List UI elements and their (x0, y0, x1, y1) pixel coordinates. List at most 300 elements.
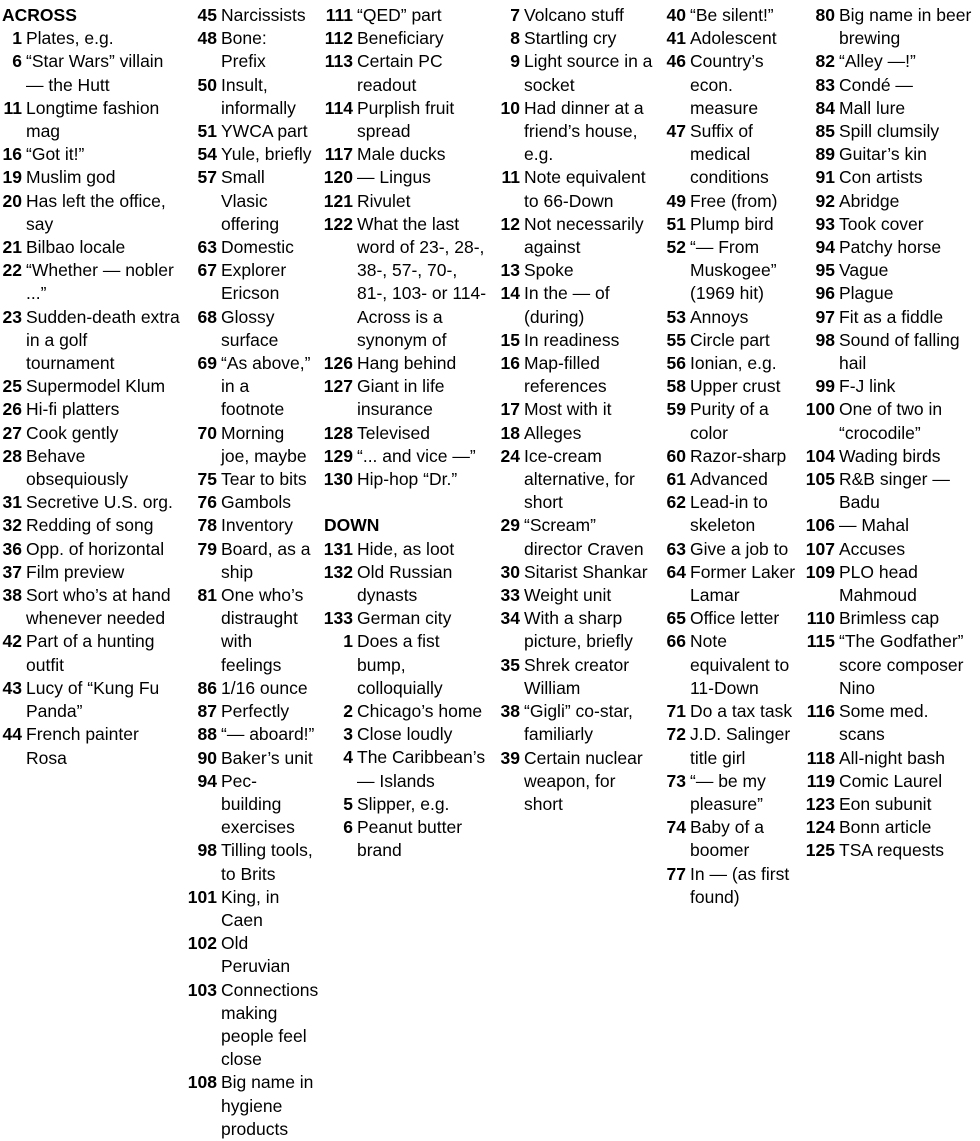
clue-item (186, 747, 316, 770)
clue-text: J.D. Salinger title girl (690, 724, 791, 768)
clue-number: 77 (666, 863, 686, 884)
section-heading: DOWN (324, 515, 380, 536)
clue-number: 102 (187, 933, 217, 954)
clue-item (322, 4, 492, 27)
clue-number: 61 (666, 469, 686, 490)
clue-text: Televised (357, 422, 430, 443)
clue-text: Upper crust (690, 376, 781, 397)
clue-column (498, 4, 664, 816)
clue-text: “Star Wars” villain — the Hutt (26, 51, 164, 95)
clue-text: “Scream” director Craven (524, 515, 644, 559)
clue-item (498, 352, 658, 398)
clue-text: R&B singer — Badu (839, 469, 950, 513)
clue-item (322, 816, 492, 862)
clue-text: Sudden-death extra in a golf tournament (26, 306, 180, 374)
clue-item (186, 352, 316, 422)
clue-item (498, 329, 658, 352)
clue-text: Shrek creator William (524, 654, 630, 698)
clue-number: 52 (666, 237, 686, 258)
clue-text: Part of a hunting outfit (26, 631, 155, 675)
clue-item (186, 422, 316, 468)
clue-number: 112 (324, 28, 353, 49)
clue-number: 56 (666, 353, 686, 374)
clue-number: 26 (2, 399, 22, 420)
clue-number: 95 (815, 260, 835, 281)
clue-number: 128 (323, 422, 353, 443)
clue-number: 51 (197, 121, 217, 142)
clue-text: Redding of song (26, 515, 154, 536)
clue-number: 108 (187, 1072, 217, 1093)
clue-item (664, 723, 798, 769)
clue-number: 111 (325, 5, 353, 25)
clue-number: 31 (2, 492, 22, 513)
clue-number: 110 (806, 608, 835, 629)
clue-item (322, 561, 492, 607)
clue-text: Office letter (690, 608, 780, 629)
clue-item (804, 236, 974, 259)
clue-number: 50 (197, 74, 217, 95)
clue-number: 49 (666, 190, 686, 211)
clue-item (498, 654, 658, 700)
clue-item (498, 514, 658, 560)
clue-text: Purity of a color (690, 399, 769, 443)
clue-item (804, 793, 974, 816)
clue-number: 74 (666, 817, 686, 838)
clue-text: Peanut butter brand (357, 817, 463, 861)
clue-number: 30 (500, 561, 520, 582)
clue-text: “Alley —!” (839, 51, 916, 72)
clue-item (804, 74, 974, 97)
clue-item (186, 120, 316, 143)
clue-number: 3 (343, 724, 353, 745)
clue-number: 79 (197, 538, 217, 559)
clue-item (0, 422, 180, 445)
clue-text: Abridge (839, 190, 900, 211)
clue-text: “— From Muskogee” (1969 hit) (690, 237, 777, 304)
clue-number: 37 (2, 561, 22, 582)
clue-item (186, 468, 316, 491)
clue-number: 122 (323, 213, 353, 234)
clue-text: French painter Rosa (26, 724, 139, 768)
clue-text: TSA requests (839, 840, 945, 861)
clue-number: 94 (815, 237, 835, 258)
clue-number: 126 (323, 353, 353, 374)
clue-text: Lead-in to skeleton (690, 492, 768, 536)
clue-number: 125 (805, 840, 835, 861)
clue-text: Former Laker Lamar (690, 561, 796, 606)
clue-item (186, 723, 316, 746)
clue-number: 10 (500, 97, 520, 118)
clue-number: 67 (197, 260, 217, 281)
clue-item (804, 259, 974, 282)
clue-item (664, 491, 798, 537)
clue-text: Big name in hygiene products (221, 1072, 314, 1139)
clue-item (498, 50, 658, 96)
clue-number: 124 (805, 817, 835, 838)
clue-item (186, 700, 316, 723)
clue-number: 123 (805, 793, 835, 814)
clue-item (498, 584, 658, 607)
clue-text: Con artists (839, 167, 923, 188)
clue-item (0, 677, 180, 723)
clue-text: Old Peruvian (221, 933, 291, 977)
clue-item (664, 538, 798, 561)
clue-item (498, 259, 658, 282)
clue-number: 117 (324, 144, 353, 165)
clue-text: Vague (839, 260, 889, 281)
clue-number: 63 (197, 237, 217, 258)
clue-text: Pec-building exercises (221, 770, 295, 838)
clue-number: 13 (500, 260, 520, 281)
clue-text: Startling cry (524, 28, 617, 49)
clue-item (0, 514, 180, 537)
clue-text: Domestic (221, 237, 294, 258)
clue-number: 83 (815, 74, 835, 95)
clue-item (664, 700, 798, 723)
clue-text: 1/16 ounce (221, 677, 308, 698)
clue-item (322, 190, 492, 213)
clue-number: 119 (806, 770, 835, 791)
clue-item (186, 4, 316, 27)
clue-text: Most with it (524, 399, 612, 420)
clue-item (804, 538, 974, 561)
clue-item (664, 468, 798, 491)
clue-number: 44 (2, 724, 22, 745)
clue-text: Tear to bits (221, 469, 307, 490)
clue-item (804, 97, 974, 120)
clue-number: 15 (500, 329, 520, 350)
clue-item (664, 4, 798, 27)
clue-text: Plump bird (690, 213, 774, 234)
clue-number: 88 (197, 724, 217, 745)
clue-number: 98 (815, 329, 835, 350)
clue-number: 73 (666, 770, 686, 791)
clue-text: “Gigli” co-star, familiarly (524, 701, 633, 745)
clue-number: 91 (815, 167, 835, 188)
clue-item (804, 329, 974, 375)
clue-text: Certain nuclear weapon, for short (524, 747, 643, 814)
clue-number: 58 (666, 376, 686, 397)
clue-number: 120 (323, 167, 353, 188)
clue-item (804, 143, 974, 166)
clue-text: Brimless cap (839, 608, 940, 629)
clue-item (186, 236, 316, 259)
clue-number: 87 (197, 701, 217, 722)
clue-number: 18 (500, 422, 520, 443)
clue-text: “As above,” in a footnote (221, 353, 311, 420)
clue-text: Guitar’s kin (839, 144, 927, 165)
clue-number: 129 (323, 445, 353, 466)
clue-item (498, 282, 658, 328)
clue-number: 93 (815, 213, 835, 234)
clue-number: 35 (500, 654, 520, 675)
clue-item (322, 27, 492, 50)
clue-text: Razor-sharp (690, 445, 787, 466)
clue-number: 29 (500, 515, 520, 536)
clue-number: 57 (197, 167, 217, 188)
clue-item (322, 422, 492, 445)
clue-item (0, 445, 180, 491)
clue-item (186, 979, 319, 1072)
clue-text: Gambols (221, 492, 292, 513)
clue-text: Ice-cream alternative, for short (524, 445, 635, 513)
clue-text: Wading birds (839, 445, 941, 466)
clue-item (664, 607, 798, 630)
clue-number: 109 (805, 561, 835, 582)
clue-number: 20 (2, 190, 22, 211)
clue-item (322, 375, 492, 421)
clue-item (804, 398, 974, 444)
clue-item (498, 213, 658, 259)
clue-item (0, 561, 180, 584)
clue-text: Mall lure (839, 97, 906, 118)
clue-item (664, 329, 798, 352)
clue-text: Took cover (839, 213, 924, 234)
clue-text: Annoys (690, 306, 749, 327)
clue-item (322, 723, 492, 746)
clue-number: 64 (666, 561, 686, 582)
clue-text: PLO head Mahmoud (839, 561, 918, 606)
clue-number: 115 (806, 631, 835, 652)
clue-item (498, 398, 658, 421)
clue-text: “Got it!” (26, 144, 85, 165)
clue-item (498, 166, 658, 212)
clue-number: 81 (197, 585, 217, 606)
clue-item (804, 839, 974, 862)
clue-text: Light source in a socket (524, 51, 653, 95)
clue-number: 39 (500, 747, 520, 768)
clue-item (804, 700, 974, 746)
clue-text: Behave obsequiously (26, 445, 129, 490)
clue-number: 25 (2, 376, 22, 397)
clue-text: Sitarist Shankar (524, 561, 648, 582)
clue-text: “... and vice —” (357, 445, 476, 466)
clue-number: 99 (815, 376, 835, 397)
clue-item (804, 50, 974, 73)
clue-number: 7 (510, 5, 520, 25)
clue-item (498, 422, 658, 445)
clue-number: 1 (12, 28, 22, 49)
clue-text: In the — of (during) (524, 283, 610, 327)
clue-item (498, 747, 658, 817)
clue-text: Supermodel Klum (26, 376, 166, 397)
clue-number: 19 (2, 167, 22, 188)
clue-number: 47 (666, 121, 686, 142)
clue-text: With a sharp picture, briefly (524, 608, 633, 652)
clue-number: 11 (501, 167, 520, 188)
clue-number: 22 (2, 260, 22, 281)
clue-text: YWCA part (221, 121, 308, 142)
clue-item (804, 445, 974, 468)
clue-item (804, 4, 974, 50)
clue-text: Hip-hop “Dr.” (357, 469, 458, 490)
clue-item (0, 97, 180, 143)
clue-number: 51 (666, 213, 686, 234)
clue-item (664, 213, 798, 236)
clue-text: Some med. scans (839, 701, 929, 745)
clue-text: Board, as a ship (221, 538, 311, 582)
clue-number: 16 (2, 144, 22, 165)
clue-number: 33 (500, 585, 520, 606)
clue-number: 12 (500, 213, 520, 234)
clue-item (322, 700, 492, 723)
clue-text: Insult, informally (221, 74, 296, 118)
clue-text: Spoke (524, 260, 574, 281)
clue-item (0, 584, 180, 630)
clue-item (498, 27, 658, 50)
clue-item (664, 120, 798, 190)
clue-number: 41 (666, 28, 686, 49)
clue-item (804, 630, 974, 700)
clue-number: 72 (666, 724, 686, 745)
clue-item (804, 514, 974, 537)
clue-column (322, 4, 498, 863)
clue-number: 6 (12, 51, 22, 72)
clue-number: 4 (343, 747, 353, 768)
clue-number: 38 (500, 701, 520, 722)
clue-text: Hide, as loot (357, 538, 455, 559)
clue-item (664, 561, 798, 607)
clue-number: 21 (2, 237, 22, 258)
clue-item (186, 166, 316, 236)
clue-text: F-J link (839, 376, 896, 397)
clue-item (0, 398, 180, 421)
clue-text: Spill clumsily (839, 121, 940, 142)
clue-text: Morning joe, maybe (221, 422, 307, 466)
clue-text: Certain PC readout (357, 51, 443, 95)
clue-text: Yule, briefly (221, 144, 312, 165)
clue-number: 92 (815, 190, 835, 211)
clue-item (0, 538, 180, 561)
clue-number: 36 (2, 538, 22, 559)
clue-column (664, 4, 804, 909)
clue-number: 17 (500, 399, 520, 420)
clue-text: Perfectly (221, 701, 290, 722)
clue-text: One of two in “crocodile” (839, 399, 943, 443)
clue-text: One who’s distraught with feelings (221, 585, 304, 675)
clue-item (664, 352, 798, 375)
clue-item (186, 306, 316, 352)
clue-item (498, 700, 658, 746)
clue-text: “QED” part (357, 5, 442, 25)
clue-text: Comic Laurel (839, 770, 943, 791)
clue-text: All-night bash (839, 747, 946, 768)
clue-number: 104 (805, 445, 835, 466)
clue-number: 76 (197, 492, 217, 513)
clue-text: Circle part (690, 329, 770, 350)
clue-item (804, 561, 974, 607)
clue-item (186, 259, 316, 305)
clue-text: Hi-fi platters (26, 399, 120, 420)
clue-item (186, 143, 316, 166)
clue-item (804, 166, 974, 189)
clue-number: 42 (2, 631, 22, 652)
clue-text: Alleges (524, 422, 582, 443)
clue-item (186, 538, 316, 584)
clue-number: 131 (323, 538, 353, 559)
clue-text: Adolescent (690, 28, 777, 49)
clue-number: 28 (2, 445, 22, 466)
clue-text: What the last word of 23-, 28-, 38-, 57-, 70-, 81-, 103- or 114-Across is a synonym of (357, 213, 487, 350)
clue-text: Opp. of horizontal (26, 538, 165, 559)
clue-text: Sort who’s at hand whenever needed (26, 585, 171, 629)
clue-text: Weight unit (524, 585, 612, 606)
clue-number: 96 (815, 283, 835, 304)
clue-number: 6 (343, 817, 353, 838)
clue-number: 48 (197, 28, 217, 49)
clue-column (804, 4, 980, 863)
clue-item (322, 746, 492, 792)
clue-item (322, 166, 492, 189)
clue-text: Beneficiary (357, 28, 444, 49)
clue-number: 24 (500, 445, 520, 466)
clue-text: Bone: Prefix (221, 28, 267, 72)
clue-number: 27 (2, 422, 22, 443)
clue-number: 62 (666, 492, 686, 513)
clue-text: Cook gently (26, 422, 119, 443)
clue-text: Big name in beer brewing (839, 5, 972, 49)
clue-item (664, 50, 798, 120)
clue-text: Tilling tools, to Brits (221, 840, 313, 884)
clue-text: Baby of a boomer (690, 817, 764, 861)
clue-text: Advanced (690, 469, 768, 490)
clue-text: “Whether — nobler ...” (26, 260, 174, 304)
clue-text: Give a job to (690, 538, 789, 559)
clue-item (322, 143, 492, 166)
clue-item (664, 816, 798, 862)
clue-item (664, 306, 798, 329)
clue-item (804, 816, 974, 839)
clue-text: Inventory (221, 515, 293, 536)
clue-text: Free (from) (690, 190, 778, 211)
clue-number: 8 (510, 28, 520, 49)
clue-text: Accuses (839, 538, 906, 559)
clue-item (186, 1071, 316, 1141)
clue-number: 54 (197, 144, 217, 165)
clue-number: 113 (324, 51, 353, 72)
clue-number: 63 (666, 538, 686, 559)
clue-item (664, 398, 798, 444)
clue-item (804, 607, 974, 630)
clue-text: Note equivalent to 66-Down (524, 167, 646, 211)
clue-item (186, 27, 316, 73)
clue-item (664, 27, 798, 50)
clue-number: 11 (3, 97, 22, 118)
clue-text: Plague (839, 283, 894, 304)
clue-text: “The Godfather” score composer Nino (839, 631, 964, 698)
clue-text: Chicago’s home (357, 701, 483, 722)
clue-text: Does a fist bump, colloquially (357, 631, 443, 698)
clue-column (186, 4, 322, 1141)
clue-number: 45 (197, 5, 217, 25)
clue-number: 133 (323, 608, 353, 629)
clue-text: Connections making people feel close (221, 979, 319, 1070)
clue-item (0, 143, 180, 166)
clue-text: Small Vlasic offering (221, 167, 280, 234)
clue-item (804, 747, 974, 770)
clue-number: 82 (815, 51, 835, 72)
clue-number: 68 (197, 306, 217, 327)
clue-item (0, 491, 180, 514)
clue-text: Male ducks (357, 144, 446, 165)
clue-number: 127 (323, 376, 353, 397)
clue-number: 90 (197, 747, 217, 768)
clue-number: 89 (815, 144, 835, 165)
clue-item (322, 468, 492, 491)
clue-number: 40 (666, 5, 686, 25)
clue-item (322, 538, 492, 561)
clue-number: 34 (500, 608, 520, 629)
